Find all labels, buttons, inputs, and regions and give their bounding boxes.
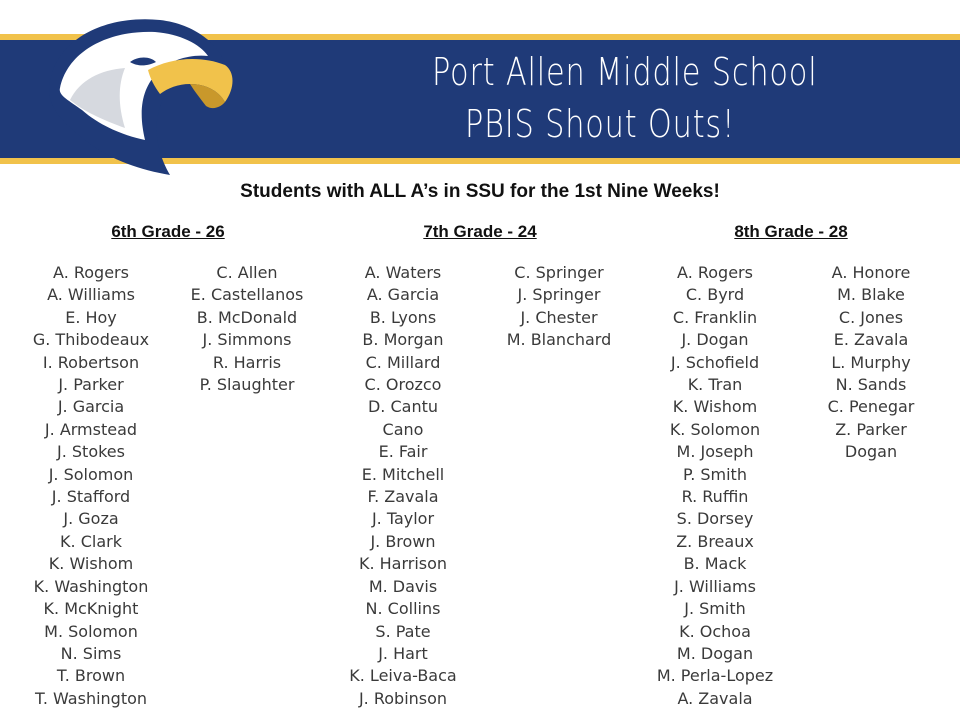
grade-6-names-column-1 [6, 262, 176, 710]
title-line-shoutouts: PBIS Shout Outs! [464, 102, 736, 146]
student-name: N. Sims [60, 643, 122, 663]
student-name: E. Hoy [65, 307, 117, 327]
title-line-school: Port Allen Middle School [432, 50, 818, 94]
student-name: J. Armstead [44, 419, 138, 439]
student-name: C. Millard [365, 352, 441, 372]
student-name: R. Ruffin [681, 487, 749, 507]
student-name: T. Brown [56, 666, 126, 686]
student-name: J. Brown [370, 531, 436, 551]
student-name: M. Joseph [676, 442, 754, 462]
student-name: J. Smith [684, 599, 746, 619]
student-name: D. Cantu [367, 397, 439, 417]
student-name: J. Solomon [48, 464, 134, 484]
student-name: A. Zavala [677, 688, 753, 708]
student-name: T. Washington [34, 688, 148, 708]
grade-7-names-column-1 [318, 262, 488, 710]
student-name: J. Williams [674, 576, 756, 596]
student-name: P. Slaughter [199, 375, 295, 395]
grade-7-heading: 7th Grade - 24 [423, 222, 537, 241]
student-name: K. Washington [33, 576, 149, 596]
student-name: Z. Breaux [676, 531, 754, 551]
student-name: M. Blake [837, 285, 905, 305]
grade-6-heading: 6th Grade - 26 [111, 222, 225, 241]
student-name: K. Leiva-Baca [349, 666, 457, 686]
student-name: J. Parker [58, 375, 124, 395]
page-title [432, 46, 818, 150]
student-name: G. Thibodeaux [32, 330, 150, 350]
student-name: E. Zavala [833, 330, 909, 350]
eagle-mascot-icon [30, 10, 240, 190]
student-name: M. Perla-Lopez [656, 666, 774, 686]
student-name: B. Mack [683, 554, 747, 574]
grade-6-names-column-2 [162, 262, 332, 396]
student-name: A. Rogers [677, 263, 753, 282]
student-name: E. Mitchell [361, 464, 445, 484]
student-name: J. Stokes [57, 442, 125, 462]
student-name: M. Solomon [44, 621, 138, 641]
student-name: J. Dogan [681, 330, 749, 350]
student-name: S. Pate [375, 621, 431, 641]
student-name: K. Wishom [48, 554, 134, 574]
student-name: J. Springer [517, 285, 601, 305]
student-name: A. Williams [47, 285, 135, 305]
student-name: K. Wishom [672, 397, 758, 417]
student-name: J. Goza [63, 509, 119, 529]
student-name: C. Springer [514, 263, 604, 282]
student-name: E. Castellanos [190, 285, 304, 305]
student-name: N. Sands [835, 375, 907, 395]
student-name: Cano [382, 419, 424, 439]
student-name: J. Simmons [202, 330, 292, 350]
student-name: K. Solomon [669, 419, 761, 439]
student-name: C. Jones [838, 307, 904, 327]
student-name: B. Lyons [369, 307, 437, 327]
student-name: M. Dogan [676, 643, 754, 663]
student-name: K. Ochoa [679, 621, 751, 641]
student-name: Z. Parker [835, 419, 907, 439]
student-name: F. Zavala [367, 487, 439, 507]
student-name: R. Harris [212, 352, 282, 372]
grade-7-names-column-2 [474, 262, 644, 352]
student-name: C. Allen [216, 263, 278, 282]
student-name: J. Garcia [57, 397, 125, 417]
student-name: J. Taylor [371, 509, 435, 529]
student-name: J. Hart [378, 643, 428, 663]
student-name: K. Harrison [358, 554, 448, 574]
student-name: P. Smith [683, 464, 747, 484]
student-name: K. Clark [60, 531, 122, 551]
student-name: J. Stafford [51, 487, 131, 507]
student-name: I. Robertson [42, 352, 140, 372]
student-name: Dogan [844, 442, 898, 462]
student-name: K. Tran [687, 375, 743, 395]
student-name: J. Schofield [670, 352, 760, 372]
student-name: N. Collins [365, 599, 441, 619]
student-name: E. Fair [378, 442, 428, 462]
subtitle: Students with ALL A’s in SSU for the 1st Nine Weeks! [240, 181, 720, 202]
student-name: C. Orozco [364, 375, 442, 395]
student-name: B. Morgan [362, 330, 444, 350]
student-name: M. Davis [368, 576, 438, 596]
student-name: L. Murphy [831, 352, 911, 372]
student-name: C. Byrd [685, 285, 745, 305]
student-name: J. Chester [520, 307, 598, 327]
student-name: C. Penegar [827, 397, 915, 417]
student-name: C. Franklin [672, 307, 758, 327]
student-name: S. Dorsey [676, 509, 754, 529]
student-name: A. Rogers [53, 263, 129, 282]
student-name: A. Garcia [366, 285, 440, 305]
grade-8-heading: 8th Grade - 28 [734, 222, 848, 241]
grade-8-names-column-2 [786, 262, 956, 464]
student-name: K. McKnight [43, 599, 139, 619]
student-name: M. Blanchard [506, 330, 612, 350]
student-name: A. Waters [364, 263, 442, 282]
student-name: B. McDonald [196, 307, 298, 327]
student-name: A. Honore [831, 263, 911, 282]
student-name: J. Robinson [358, 688, 448, 708]
grade-8-names-column-1 [630, 262, 800, 710]
